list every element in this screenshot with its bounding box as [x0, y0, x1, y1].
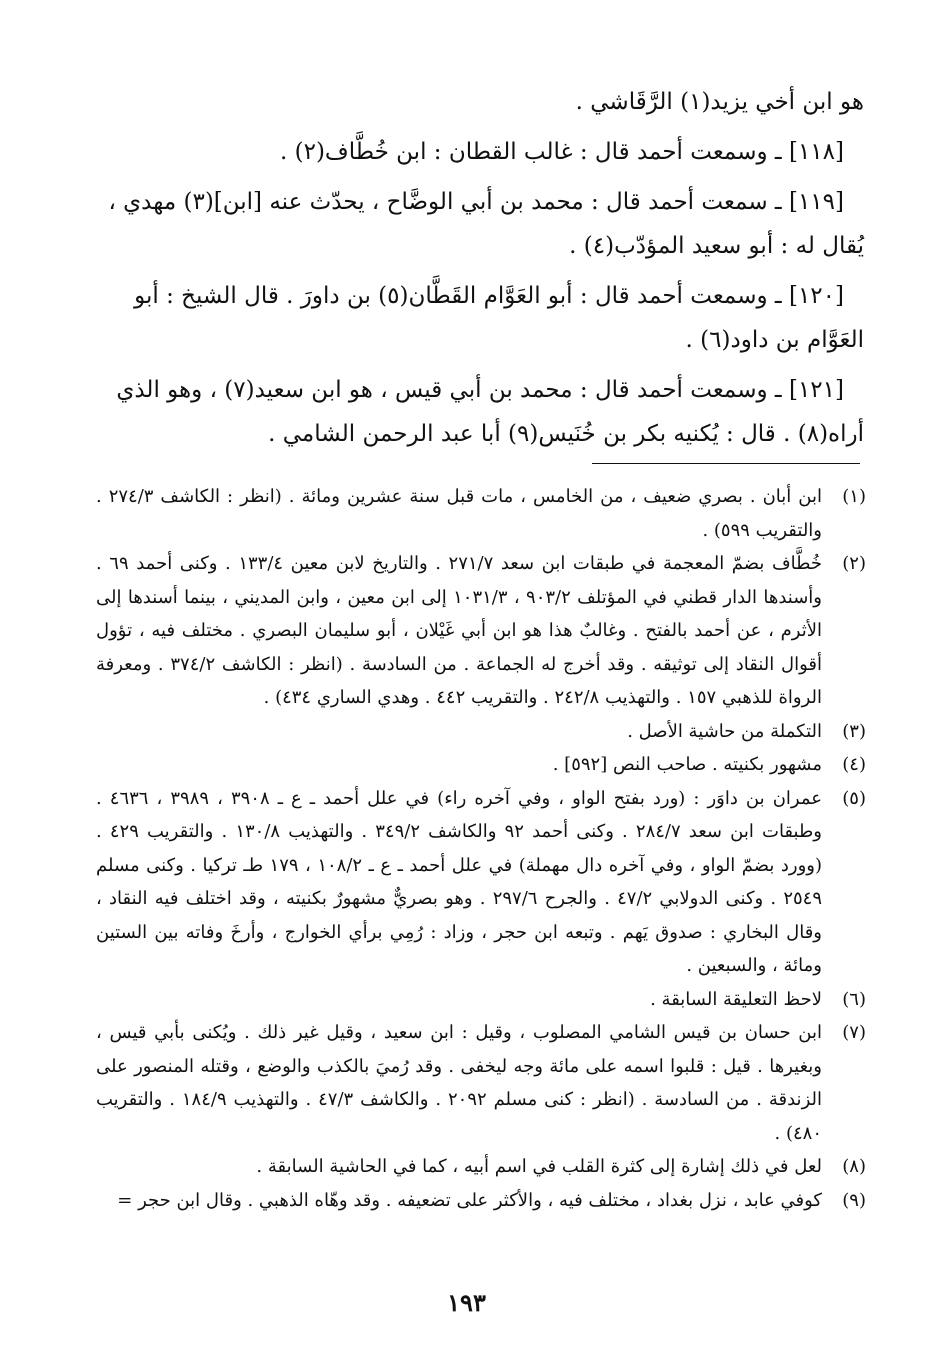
- main-paragraph: هو ابن أخي يزيد(١) الرَّقَاشي .: [575, 89, 864, 115]
- footnote: [96, 1016, 866, 1150]
- main-paragraph: [١٢١] ـ وسمعت أحمد قال : محمد بن أبي قيس ، هو ابن سعيد(٧) ، وهو الذي أراه(٨) . قال : يُكنيه بكر بن خُنَيس(٩) أبا عبد الرحمن الشامي .: [116, 377, 864, 447]
- footnote: [96, 782, 866, 983]
- footnote-text: لعل في ذلك إشارة إلى كثرة القلب في اسم أبيه ، كما في الحاشية السابقة .: [256, 1156, 822, 1177]
- footnote: [96, 748, 866, 782]
- footnote: [96, 715, 866, 749]
- footnote-text: لاحظ التعليقة السابقة .: [650, 988, 822, 1010]
- main-paragraph: [١٢٠] ـ وسمعت أحمد قال : أبو العَوَّام القَطَّان(٥) بن داورَ . قال الشيخ : أبو العَوَّام بن داود(٦) .: [134, 283, 864, 353]
- footnote-text: ابن أبان . بصري ضعيف ، من الخامس ، مات قبل سنة عشرين ومائة . (انظر : الكاشف ٢٧٤/٣ . والتقريب ٥٩٩) .: [96, 486, 822, 541]
- footnote-text: عمران بن داوَر : (ورد بفتح الواو ، وفي آخره راء) في علل أحمد ـ ع ـ ٣٩٠٨ ، ٣٩٨٩ ، ٤٦٣٦ . وطبقات ابن سعد ٢٨٤/٧ . وكنى أحمد ٩٢ والكاشف ٣٤٩/٢ . والتهذيب ١٣٠/٨ . والتقريب ٤٢٩ . (وورد بضمّ الواو ، وفي آخره دال مهملة) في علل أحمد ـ ع ـ ١٠٨/٢ ، ١٧٩ طـ تركيا . وكنى مسلم ٢٥٤٩ . وكنى الدولابي ٤٧/٢ . والجرح ٢٩٧/٦ . وهو بصريٌّ مشهورٌ بكنيته ، وقد اختلف فيه النقاد ، وقال البخاري : صدوق يَهم . وتبعه ابن حجر ، وزاد : رُمِي برأي الخوارج ، وأرخَ وفاته بين الستين ومائة ، والسبعين .: [96, 787, 823, 976]
- footnote: [96, 1150, 866, 1184]
- footnote-number: (٤): [842, 754, 866, 775]
- main-text: [96, 80, 864, 462]
- footnote-text: كوفي عابد ، نزل بغداد ، مختلف فيه ، والأكثر على تضعيفه . وقد وهّاه الذهبي . وقال ابن حجر =: [117, 1189, 822, 1211]
- footnote-divider: [592, 463, 860, 464]
- main-paragraph: [١١٨] ـ وسمعت أحمد قال : غالب القطان : ابن خُطَّاف(٢) .: [279, 139, 844, 165]
- page-number: ١٩٣: [447, 1288, 486, 1317]
- footnote-number: (٧): [842, 1022, 866, 1043]
- footnote-text: التكملة من حاشية الأصل .: [627, 720, 822, 742]
- main-paragraph: [١١٩] ـ سمعت أحمد قال : محمد بن أبي الوضَّاح ، يحدّث عنه [ابن](٣) مهدي ، يُقال له : أبو سعيد المؤدّب(٤) .: [108, 189, 864, 259]
- footnote: [96, 983, 866, 1017]
- footnote-number: (٩): [842, 1189, 866, 1211]
- footnote-text: مشهور بكنيته . صاحب النص [٥٩٢] .: [552, 754, 822, 775]
- footnote-text: خُطَّاف بضمّ المعجمة في طبقات ابن سعد ٢٧١/٧ . والتاريخ لابن معين ١٣٣/٤ . وكنى أحمد ٦٩ . وأسندها الدار قطني في المؤتلف ٩٠٣/٢ ، ١٠٣١/٣ إلى ابن معين ، وابن المديني ، بينما أسندها إلى الأثرم ، عن أحمد بالفتح . وغالبٌ هذا هو ابن أبي غَيْلان ، أبو سليمان البصري . مختلف فيه ، تؤول أقوال النقاد إلى توثيقه . وقد أخرج له الجماعة . من السادسة . (انظر : الكاشف ٣٧٤/٢ . ومعرفة الرواة للذهبي ١٥٧ . والتهذيب ٢٤٢/٨ . والتقريب ٤٤٢ . وهدي الساري ٤٣٤) .: [96, 553, 822, 708]
- footnote-number: (٨): [842, 1156, 866, 1177]
- footnote: [96, 1184, 866, 1218]
- footnotes: [96, 480, 866, 1217]
- footnote-text: ابن حسان بن قيس الشامي المصلوب ، وقيل : ابن سعيد ، وقيل غير ذلك . ويُكنى بأبي قيس ، وبغيرها . قيل : قلبوا اسمه على مائة وجه ليخفى . وقد رُميَ بالكذب والوضع ، وقتله المنصور على الزندقة . من السادسة . (انظر : كنى مسلم ٢٠٩٢ . والكاشف ٤٧/٣ . والتهذيب ١٨٤/٩ . والتقريب ٤٨٠) .: [96, 1022, 822, 1144]
- footnote-number: (٣): [842, 720, 866, 742]
- footnote-number: (٥): [842, 787, 866, 809]
- footnote-number: (١): [842, 486, 866, 507]
- footnote: [96, 480, 866, 547]
- footnote: [96, 547, 866, 715]
- footnote-number: (٢): [842, 553, 866, 574]
- footnote-number: (٦): [842, 988, 866, 1010]
